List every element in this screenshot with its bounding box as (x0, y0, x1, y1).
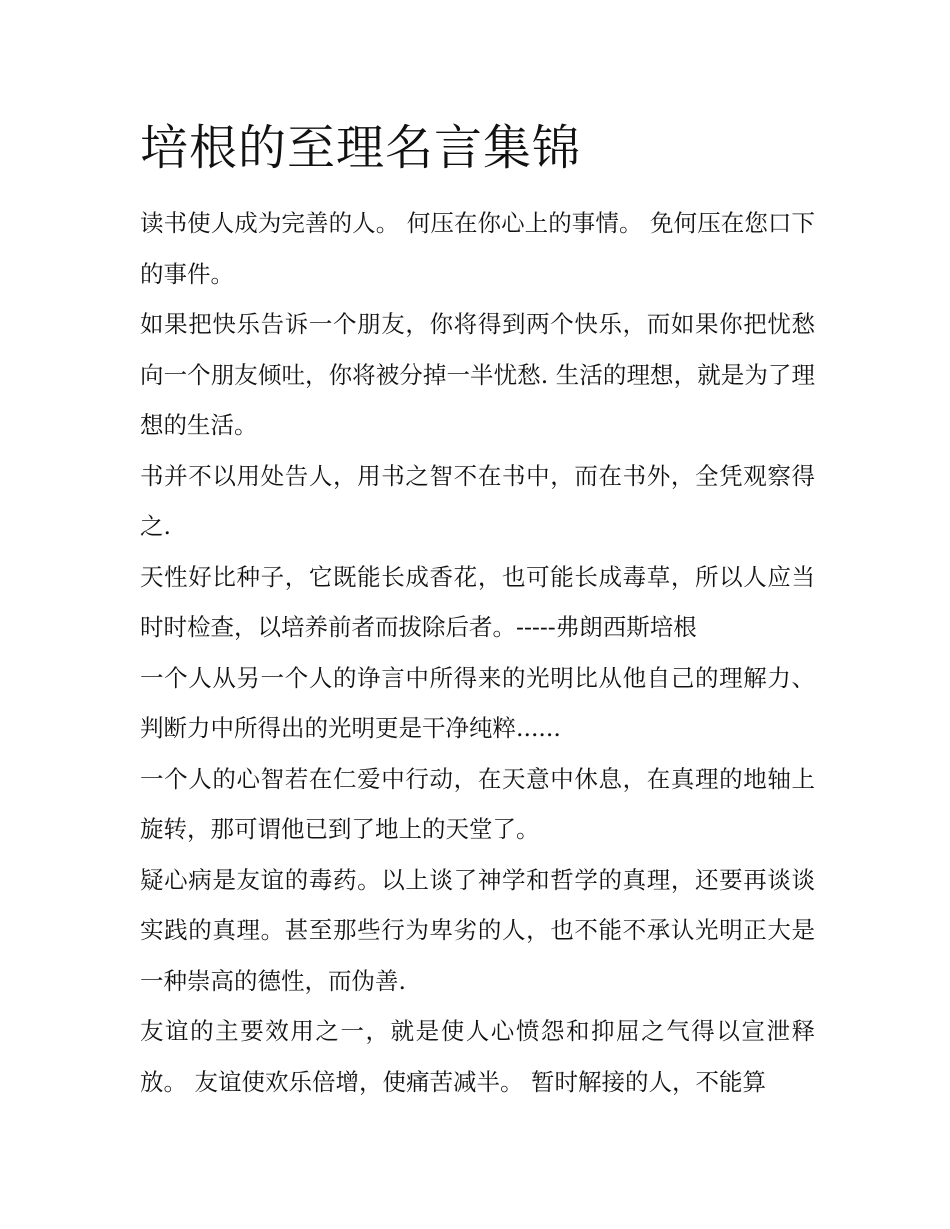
paragraph: 书并不以用处告人，用书之智不在书中，而在书外，全凭观察得之. (140, 461, 815, 540)
document-title: 培根的至理名言集锦 (140, 120, 582, 176)
paragraph: 读书使人成为完善的人。 何压在你心上的事情。 免何压在您口下的事件。 (140, 209, 815, 288)
paragraph: 一个人的心智若在仁爱中行动，在天意中休息，在真理的地轴上旋转，那可谓他已到了地上的天堂了。 (140, 764, 815, 843)
paragraph: 疑心病是友谊的毒药。以上谈了神学和哲学的真理，还要再谈谈实践的真理。甚至那些行为卑劣的人，也不能不承认光明正大是一种崇高的德性，而伪善. (140, 865, 815, 995)
paragraph: 天性好比种子，它既能长成香花，也可能长成毒草，所以人应当时时检查，以培养前者而拔除后者。-----弗朗西斯培根 (140, 562, 815, 641)
paragraph: 友谊的主要效用之一，就是使人心愤怨和抑屈之气得以宣泄释放。 友谊使欢乐倍增，使痛苦减半。 暂时解接的人，不能算 (140, 1017, 815, 1096)
paragraph: 一个人从另一个人的诤言中所得来的光明比从他自己的理解力、判断力中所得出的光明更是干净纯粹...... (140, 663, 815, 742)
paragraph: 如果把快乐告诉一个朋友，你将得到两个快乐，而如果你把忧愁向一个朋友倾吐，你将被分掉一半忧愁. 生活的理想，就是为了理想的生活。 (140, 310, 815, 439)
document-body (140, 198, 815, 1107)
